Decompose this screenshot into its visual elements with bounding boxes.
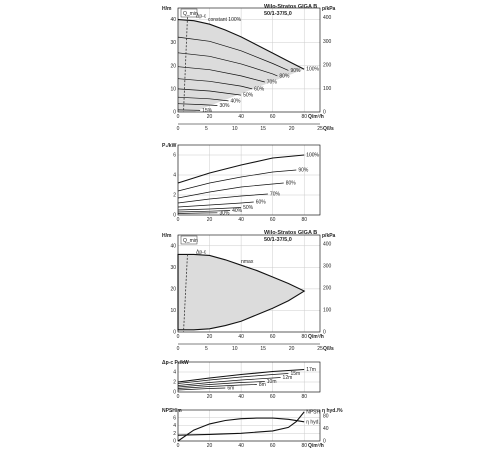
x-axis-title: Q/m³/h	[308, 443, 324, 449]
x2-tick-label: 0	[176, 346, 180, 352]
y-tick-label: 40	[170, 17, 176, 24]
x-tick-label: 80	[301, 217, 308, 223]
y2-tick-label: 0	[323, 329, 326, 336]
x-tick-label: 40	[238, 394, 244, 400]
dpc-label: Δp-c	[196, 249, 207, 256]
hq-speed-chart	[162, 6, 336, 132]
series-30%	[178, 213, 217, 214]
y2-axis-title: η hyd./%	[322, 408, 343, 414]
title-mid-line1: Wilo-Stratos GIGA B	[264, 230, 318, 236]
y-tick-label: 4	[173, 369, 176, 376]
x2-tick-label: 20	[288, 126, 295, 132]
y-tick-label: 6	[173, 152, 176, 159]
series-label: 90%	[298, 167, 309, 174]
y2-tick-label: 300	[323, 263, 332, 270]
y2-tick-label: 200	[323, 62, 332, 69]
series-label: 50%	[243, 92, 254, 99]
y2-tick-label: 40	[323, 426, 329, 433]
x2-tick-label: 25	[317, 346, 323, 352]
x-tick-label: 60	[269, 443, 276, 449]
annotation: nmax	[241, 259, 254, 266]
y-tick-label: 6	[173, 415, 176, 422]
x-tick-label: 80	[301, 334, 308, 340]
series-label: 60%	[254, 86, 265, 93]
y-tick-label: 20	[170, 63, 176, 70]
x-tick-label: 20	[206, 217, 213, 223]
x2-axis-title: Q/l/s	[323, 126, 334, 132]
y-tick-label: 40	[170, 243, 176, 250]
y-tick-label: 0	[173, 212, 176, 219]
y-tick-label: 30	[170, 40, 176, 47]
series-label: 100%	[306, 152, 320, 159]
series-label: η hyd.	[306, 419, 320, 426]
qmin-label: Q_min	[183, 238, 198, 244]
series-label: 70%	[266, 79, 277, 86]
y2-axis-title: p/kPa	[322, 233, 336, 239]
title-top-line1: Wilo-Stratos GIGA B	[264, 4, 318, 10]
y-tick-label: 2	[173, 379, 176, 386]
series-80%	[178, 183, 284, 198]
x2-tick-label: 5	[205, 346, 208, 352]
x-tick-label: 0	[176, 217, 180, 223]
y-tick-label: 0	[173, 438, 176, 445]
x-tick-label: 80	[301, 394, 308, 400]
x-tick-label: 20	[206, 443, 213, 449]
y-axis-title: NPSH/m	[162, 408, 182, 414]
x2-tick-label: 25	[317, 126, 323, 132]
p1-speed-chart	[162, 143, 320, 223]
series-label: 40%	[230, 98, 241, 105]
y-tick-label: 30	[170, 264, 176, 271]
title-top-line2: 50/1-37/5,0	[264, 11, 292, 17]
y-axis-title: Δp-c P₁/kW	[162, 360, 189, 366]
x-axis-title: Q/m³/h	[308, 114, 324, 120]
series-label: 10m	[266, 379, 277, 385]
series-label: 80%	[279, 73, 290, 80]
y2-tick-label: 0	[323, 438, 326, 445]
x-tick-label: 0	[176, 334, 180, 340]
x-tick-label: 20	[206, 334, 213, 340]
x2-tick-label: 0	[176, 126, 180, 132]
x-tick-label: 60	[269, 217, 276, 223]
qmin-label: Q_min	[183, 11, 198, 17]
y-tick-label: 0	[173, 389, 176, 396]
x-tick-label: 20	[206, 114, 213, 120]
series-label: 70%	[269, 191, 280, 198]
x2-tick-label: 5	[205, 126, 208, 132]
y-tick-label: 4	[173, 423, 176, 429]
npsh-eta-chart	[162, 408, 343, 449]
x-tick-label: 80	[301, 114, 308, 120]
x-tick-label: 20	[206, 394, 213, 400]
x2-tick-label: 15	[260, 346, 266, 352]
series-label: 12m	[282, 375, 293, 381]
y-tick-label: 2	[173, 192, 176, 199]
series-label: 50%	[243, 205, 254, 211]
y2-tick-label: 200	[323, 285, 332, 292]
x-tick-label: 0	[176, 394, 180, 400]
x-tick-label: 60	[269, 334, 276, 340]
y2-tick-label: 400	[323, 241, 332, 248]
hq-dpc-chart	[162, 233, 336, 352]
y-tick-label: 20	[170, 286, 176, 293]
x2-tick-label: 10	[232, 346, 238, 352]
x-tick-label: 40	[238, 334, 244, 340]
x-tick-label: 60	[269, 114, 276, 120]
series-label: 6m	[227, 385, 235, 392]
y-tick-label: 0	[173, 109, 176, 116]
x2-tick-label: 15	[260, 126, 266, 132]
annotation: constant 100%	[208, 17, 242, 23]
x-tick-label: 40	[238, 443, 244, 449]
x-tick-label: 40	[238, 114, 244, 120]
y-tick-label: 10	[170, 86, 176, 93]
y2-tick-label: 80	[323, 413, 329, 420]
y-axis-title: P₁/kW	[162, 143, 177, 149]
series-label: 60%	[255, 199, 266, 206]
x-tick-label: 0	[176, 443, 180, 449]
series-label: 40%	[232, 208, 243, 214]
x2-tick-label: 20	[288, 346, 295, 352]
series-label: 90%	[290, 67, 301, 74]
series-label: 30%	[219, 210, 230, 217]
x-tick-label: 0	[176, 114, 180, 120]
y-axis-title: H/m	[162, 233, 172, 239]
y-tick-label: 0	[173, 329, 176, 336]
series-label: 8m	[258, 382, 266, 388]
series-label: 100%	[306, 66, 320, 73]
series-label: 15m	[290, 371, 301, 377]
charts-layer	[162, 6, 343, 449]
y2-tick-label: 100	[323, 307, 332, 314]
y2-tick-label: 400	[323, 15, 332, 22]
y-axis-title: H/m	[162, 6, 172, 12]
y-tick-label: 4	[173, 172, 176, 179]
operating-area	[178, 254, 304, 329]
x-tick-label: 80	[301, 443, 308, 449]
title-mid-line2: 50/1-37/5,0	[264, 237, 292, 243]
series-label: NPSH	[306, 409, 321, 416]
y2-tick-label: 0	[323, 109, 326, 116]
series-label: 80%	[285, 180, 296, 187]
x2-tick-label: 10	[232, 126, 238, 132]
series-label: 17m	[306, 367, 316, 373]
y2-axis-title: p/kPa	[322, 6, 336, 12]
series-label: 30%	[219, 103, 230, 110]
x-axis-title: Q/m³/h	[308, 334, 324, 340]
x-tick-label: 60	[269, 394, 276, 400]
dpc-label: Δp-c	[196, 13, 207, 20]
x-tick-label: 40	[238, 217, 244, 223]
x2-axis-title: Q/l/s	[323, 346, 334, 352]
y2-tick-label: 100	[323, 85, 332, 92]
y2-tick-label: 300	[323, 38, 332, 45]
y-tick-label: 10	[170, 307, 176, 314]
series-label: 15%	[202, 107, 213, 114]
y-tick-label: 2	[173, 430, 176, 437]
p1-dpc-chart	[162, 360, 320, 400]
